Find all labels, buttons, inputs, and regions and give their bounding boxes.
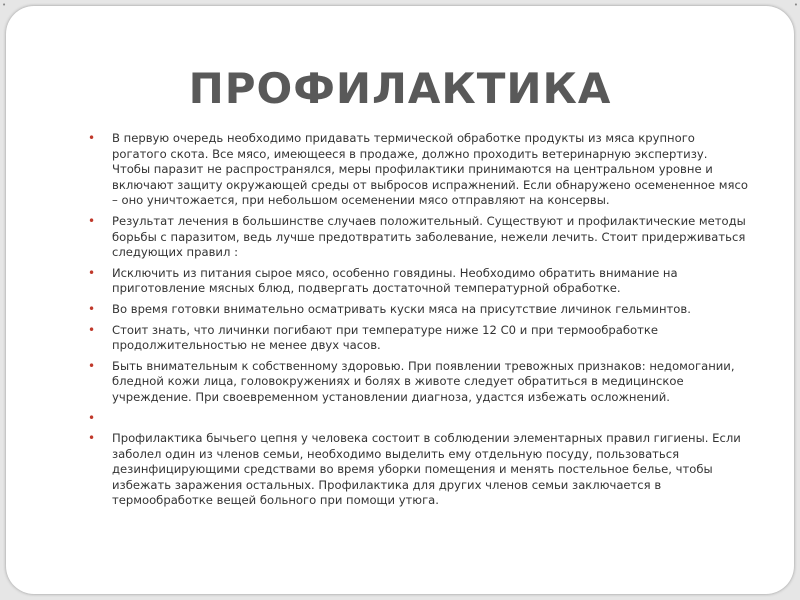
list-item — [88, 266, 748, 297]
list-item — [88, 323, 748, 354]
bullet-icon: • — [88, 322, 96, 337]
slide-title: ПРОФИЛАКТИКА — [188, 64, 612, 113]
list-item — [88, 359, 748, 406]
list-item — [88, 131, 748, 209]
list-item-text: В первую очередь необходимо придавать термической обработке продукты из мяса крупного рогатого скота. Все мясо, имеющееся в продаже, должно проходить ветеринарную экспертизу. Чтобы паразит не распространялся, меры профилактики принимаются на центральном уровне и включают защиту окружающей среды от выбросов испражнений. Если обнаружено осемененное мясо – оно уничтожается, при небольшом осеменении мясо отправляют на консервы. — [112, 131, 748, 208]
list-item-text: Результат лечения в большинстве случаев положительный. Существуют и профилактические методы борьбы с паразитом, ведь лучше предотвратить заболевание, нежели лечить. Стоит придерживаться следующих правил : — [112, 213, 746, 260]
bullet-icon: • — [88, 213, 96, 228]
list-item — [88, 214, 748, 261]
corner-mark-right: • — [793, 1, 798, 9]
list-item-empty — [88, 411, 748, 427]
bullet-icon: • — [88, 131, 96, 145]
corner-mark-left: • — [2, 1, 7, 9]
bullet-icon: • — [88, 301, 96, 316]
bullet-icon: • — [88, 431, 96, 446]
bullet-icon: • — [88, 410, 96, 425]
list-item-text: Исключить из питания сырое мясо, особенно говядины. Необходимо обратить внимание на приготовление мясных блюд, подвергать достаточной температурной обработке. — [112, 265, 678, 296]
list-item — [88, 431, 748, 509]
list-item — [88, 302, 748, 318]
bullet-icon: • — [88, 358, 96, 373]
list-item-text: Профилактика бычьего цепня у человека состоит в соблюдении элементарных правил гигиены. Если заболел один из членов семьи, необходимо выделить ему отдельную посуду, пользоваться дезинфицирующими средствами во время уборки помещения и менять постельное белье, чтобы избежать заражения остальных. Профилактика для других членов семьи заключается в термообработке вещей больного при помощи утюга. — [112, 431, 741, 508]
bullet-list — [88, 131, 748, 514]
list-item-text: Быть внимательным к собственному здоровью. При появлении тревожных признаков: недомогании, бледной кожи лица, головокружениях и болях в животе следует обратиться в медицинское учреждение. При своевременном установлении диагноза, удастся избежать осложнений. — [112, 358, 735, 404]
bullet-icon: • — [88, 265, 96, 280]
list-item-text: Стоит знать, что личинки погибают при температуре ниже 12 С0 и при термообработке продолжительностью не менее двух часов. — [112, 322, 659, 353]
list-item-text: Во время готовки внимательно осматривать куски мяса на присутствие личинок гельминтов. — [112, 301, 691, 316]
